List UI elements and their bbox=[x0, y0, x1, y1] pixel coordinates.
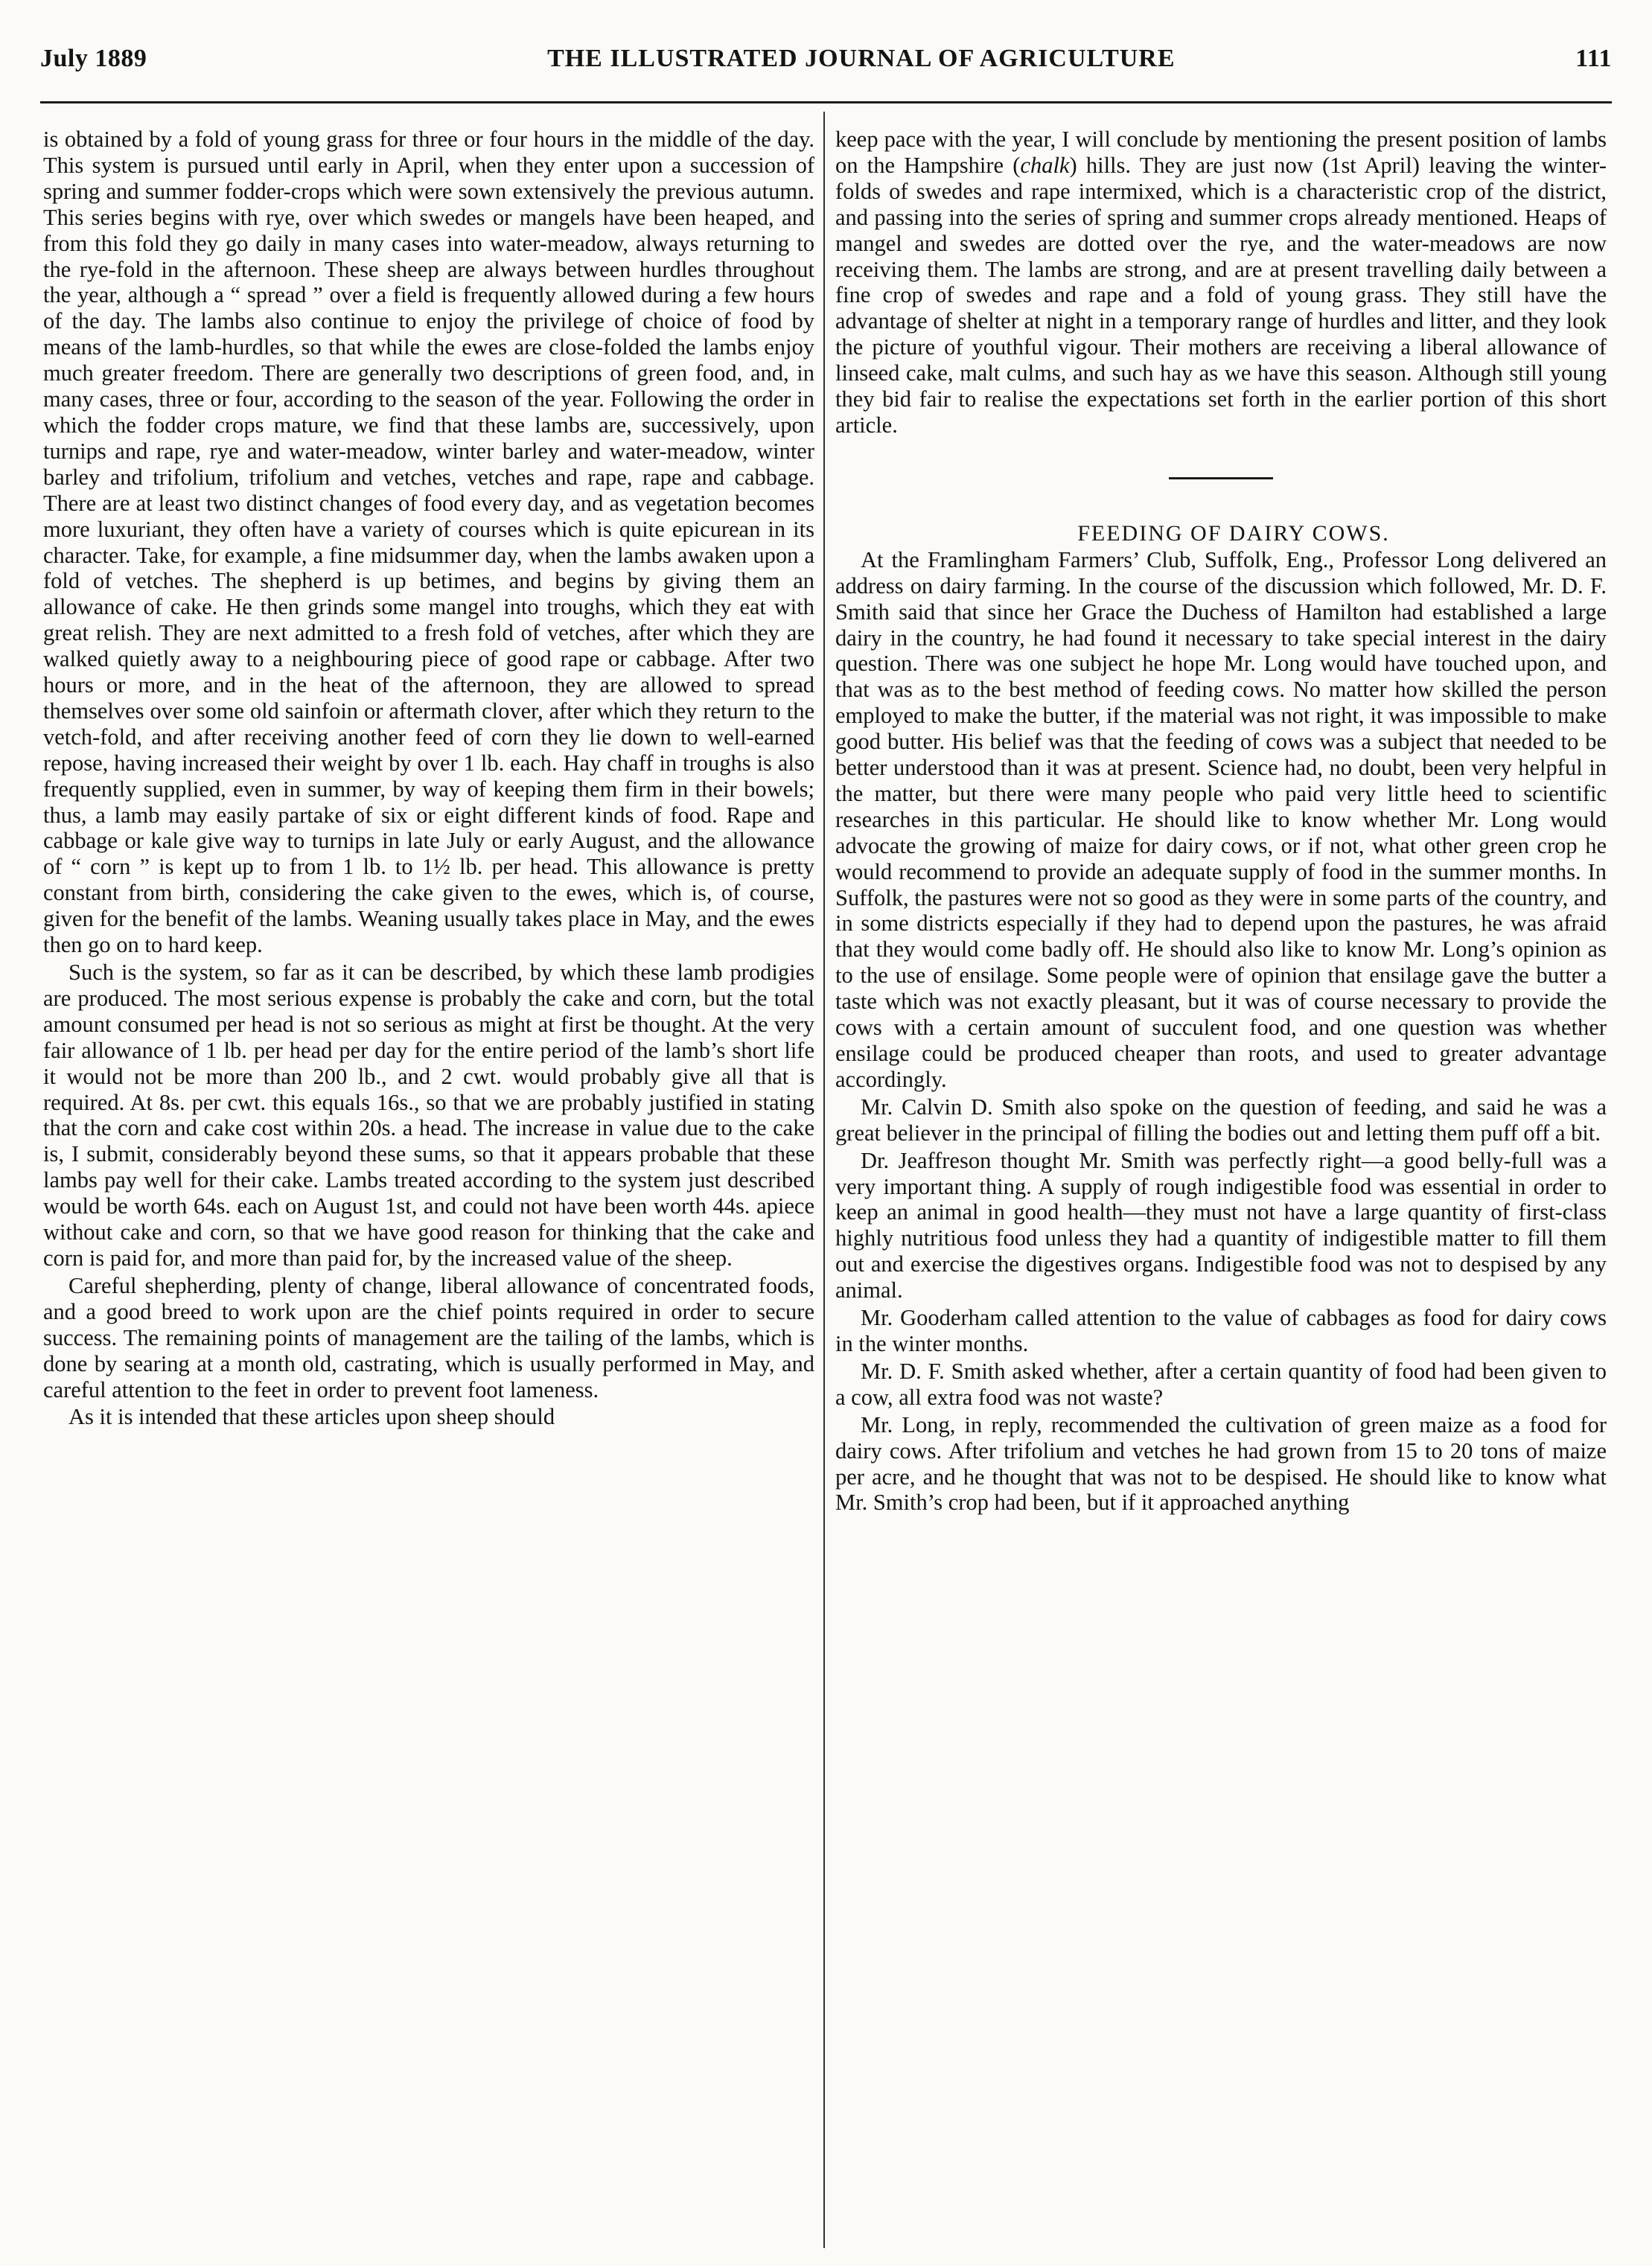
intro-text-start: keep pace with the year, I will conclude by mentioning the present position of lambs on the Hampshire ( bbox=[835, 127, 1607, 178]
intro-italic-word: chalk bbox=[1020, 152, 1070, 178]
header-rule bbox=[40, 101, 1612, 103]
left-paragraph-2: Such is the system, so far as it can be described, by which these lamb prodigies are produced. The most serious expense is probably the cake and corn, but the total amount consumed per head is not so serious as might at first be thought. At the very fair allowance of 1 lb. per head per day for the entire period of the lamb’s short life it would not be more than 200 lb., and 2 cwt. would probably give all that is required. At 8s. per cwt. this equals 16s., so that we are probably justified in stating that the corn and cake cost within 20s. a head. The increase in value due to the cake is, I submit, considerably beyond these sums, so that it appears probable that these lambs pay well for their cake. Lambs treated according to the system just described would be worth 64s. each on August 1st, and could not have been worth 44s. apiece without cake and corn, so that we have good reason for thinking that the cake and corn is paid for, and more than paid for, by the increased value of the sheep. bbox=[43, 960, 814, 1271]
issue-date: July 1889 bbox=[40, 45, 147, 72]
page-header bbox=[40, 45, 1612, 89]
intro-text-end: ) hills. They are just now (1st April) leaving the winter-folds of swedes and rape intermixed, which is a characteristic crop of the district, and passing into the series of spring and summer crops already mentioned. Heaps of mangel and swedes are dotted over the rye, and the water-meadows are now receiving them. The lambs are strong, and are at present travelling daily between a fine crop of swedes and rape and a fold of young grass. They still have the advantage of shelter at night in a temporary range of hurdles and litter, and they look the picture of youthful vigour. Their mothers are receiving a liberal allowance of linseed cake, malt culms, and such hay as we have this season. Although still young they bid fair to realise the expectations set forth in the earlier portion of this short article. bbox=[835, 152, 1607, 438]
page-number: 111 bbox=[1575, 45, 1612, 72]
right-paragraph-3: Dr. Jeaffreson thought Mr. Smith was perfectly right—a good belly-full was a very important thing. A supply of rough indigestible food was essential in order to keep an animal in good health—they must not have a large quantity of first-class highly nutritious food unless they had a quantity of indigestible matter to fill them out and exercise the digestives organs. Indigestible food was not to despised by any animal. bbox=[835, 1147, 1607, 1303]
right-paragraph-5: Mr. D. F. Smith asked whether, after a certain quantity of food had been given to a cow, all extra food was not waste? bbox=[835, 1358, 1607, 1410]
right-paragraph-6: Mr. Long, in reply, recommended the cultivation of green maize as a food for dairy cows. After trifolium and vetches he had grown from 15 to 20 tons of maize per acre, and he thought that was not to be despised. He should like to know what Mr. Smith’s crop had been, but if it approached anything bbox=[835, 1411, 1607, 1516]
journal-title: THE ILLUSTRATED JOURNAL OF AGRICULTURE bbox=[547, 45, 1176, 72]
section-separator bbox=[1169, 477, 1273, 479]
left-paragraph-4: As it is intended that these articles upon sheep should bbox=[68, 1404, 555, 1430]
section-title: FEEDING OF DAIRY COWS. bbox=[1077, 520, 1390, 546]
left-paragraph-1: is obtained by a fold of young grass for three or four hours in the middle of the day. This system is pursued until early in April, when they enter upon a succession of spring and summer fodder-crops which were sown extensively the previous autumn. This series begins with rye, over which swedes or mangels have been heaped, and from this fold they go daily in many cases into water-meadow, always returning to the rye-fold in the afternoon. These sheep are always between hurdles throughout the year, although a “ spread ” over a field is frequently allowed during a few hours of the day. The lambs also continue to enjoy the privilege of choice of food by means of the lamb-hurdles, so that while the ewes are close-folded the lambs enjoy much greater freedom. There are generally two descriptions of green food, and, in many cases, three or four, according to the season of the year. Following the order in which the fodder crops mature, we find that these lambs are, successively, upon turnips and rape, rye and water-meadow, winter barley and water-meadow, winter barley and trifolium, trifolium and vetches, vetches and rape, rape and cabbage. There are at least two distinct changes of food every day, and as vegetation becomes more luxuriant, they often have a variety of courses which is quite epicurean in its character. Take, for example, a fine midsummer day, when the lambs awaken upon a fold of vetches. The shepherd is up betimes, and begins by giving them an allowance of cake. He then grinds some mangel into troughs, which they eat with great relish. They are next admitted to a fresh fold of vetches, after which they are walked quietly away to a neighbouring piece of good rape or cabbage. After two hours or more, and in the heat of the afternoon, they are allowed to spread themselves over some old sainfoin or aftermath clover, after which they return to the vetch-fold, and after receiving another feed of corn they lie down to well-earned repose, having increased their weight by over 1 lb. each. Hay chaff in troughs is also frequently supplied, even in summer, by way of keeping them firm in their bowels; thus, a lamb may easily partake of six or eight different kinds of food. Rape and cabbage or kale give way to turnips in late July or early August, and the allowance of “ corn ” is kept up to from 1 lb. to 1½ lb. per head. This allowance is pretty constant from birth, considering the cake given to the ewes, which is, of course, given for the benefit of the lambs. Weaning usually takes place in May, and the ewes then go on to hard keep. bbox=[43, 127, 814, 958]
left-column bbox=[43, 127, 814, 2245]
right-paragraph-2: Mr. Calvin D. Smith also spoke on the question of feeding, and said he was a great believer in the principal of filling the bodies out and letting them puff off a bit. bbox=[835, 1094, 1607, 1146]
right-column bbox=[835, 127, 1607, 2245]
column-divider bbox=[823, 112, 825, 2248]
right-paragraph-4: Mr. Gooderham called attention to the value of cabbages as food for dairy cows in the winter months. bbox=[835, 1305, 1607, 1356]
left-paragraph-3: Careful shepherding, plenty of change, liberal allowance of concentrated foods, and a good breed to work upon are the chief points required in order to secure success. The remaining points of management are the tailing of the lambs, which is done by searing at a month old, castrating, which is usually performed in May, and careful attention to the feet in order to prevent foot lameness. bbox=[43, 1272, 814, 1402]
right-paragraph-1: At the Framlingham Farmers’ Club, Suffolk, Eng., Professor Long delivered an address on dairy farming. In the course of the discussion which followed, Mr. D. F. Smith said that since her Grace the Duchess of Hamilton had established a large dairy in the country, he had found it necessary to take special interest in the dairy question. There was one subject he hope Mr. Long would have touched upon, and that was as to the best method of feeding cows. No matter how skilled the person employed to make the butter, if the material was not right, it was impossible to make good butter. His belief was that the feeding of cows was a subject that needed to be better understood than it was at present. Science had, no doubt, been very helpful in the matter, but there were many people who paid very little heed to scientific researches in this particular. He should like to know whether Mr. Long would advocate the growing of maize for dairy cows, or if not, what other green crop he would recommend to provide an adequate supply of food in the summer months. In Suffolk, the pastures were not so good as they were in some parts of the country, and in some districts especially if they had to depend upon the pastures, he was afraid that they would come badly off. He should also like to know Mr. Long’s opinion as to the use of ensilage. Some people were of opinion that ensilage gave the butter a taste which was not exactly pleasant, but it was of course necessary to provide the cows with a certain amount of succulent food, and one question was whether ensilage could be produced cheaper than roots, and used to greater advantage accordingly. bbox=[835, 546, 1607, 1092]
right-intro-paragraph bbox=[835, 127, 1607, 438]
